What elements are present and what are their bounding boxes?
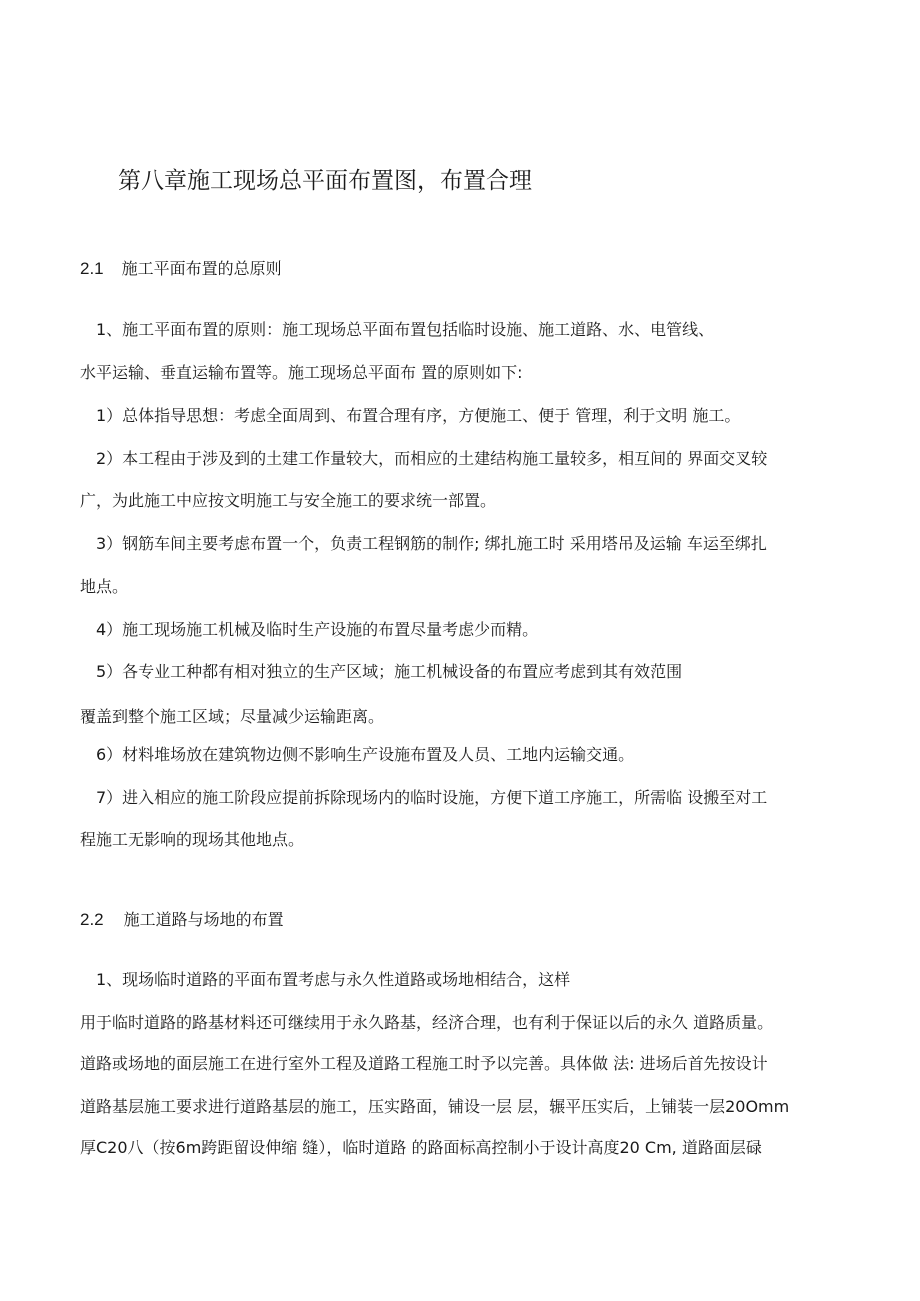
paragraph-line: 道路基层施工要求进行道路基层的施工，压实路面，铺设一层 层，辗平压实后，上铺装一层20Omm (80, 1097, 790, 1116)
paragraph-line: 6）材料堆场放在建筑物边侧不影响生产设施布置及人员、工地内运输交通。 (96, 745, 635, 764)
paragraph-line: 7）进入相应的施工阶段应提前拆除现场内的临时设施，方便下道工序施工，所需临 设搬至对工 (96, 788, 768, 807)
paragraph-line: 1、施工平面布置的原则：施工现场总平面布置包括临时设施、施工道路、水、电管线、 (96, 320, 715, 339)
section-title: 施工平面布置的总原则 (121, 259, 282, 278)
paragraph-line: 水平运输、垂直运输布置等。施工现场总平面布 置的原则如下: (80, 363, 523, 382)
paragraph-line: 程施工无影响的现场其他地点。 (80, 830, 305, 849)
paragraph-line: 地点。 (80, 577, 129, 596)
section-title: 施工道路与场地的布置 (123, 910, 284, 929)
paragraph-line: 4）施工现场施工机械及临时生产设施的布置尽量考虑少而精。 (96, 620, 539, 639)
paragraph-line: 5）各专业工种都有相对独立的生产区域；施工机械设备的布置应考虑到其有效范围 (96, 662, 683, 681)
section-number: 2.1 (80, 259, 104, 278)
paragraph-line: 1）总体指导思想：考虑全面周到、布置合理有序，方便施工、便于 管理，利于文明 施工。 (96, 406, 741, 425)
paragraph-line: 2）本工程由于涉及到的土建工作量较大，而相应的土建结构施工量较多，相互间的 界面交叉较 (96, 449, 768, 468)
paragraph-line: 1、现场临时道路的平面布置考虑与永久性道路或场地相结合，这样 (96, 970, 571, 989)
paragraph-line: 道路或场地的面层施工在进行室外工程及道路工程施工时予以完善。具体做 法: 进场后首先按设计 (80, 1054, 768, 1073)
paragraph-line: 广，为此施工中应按文明施工与安全施工的要求统一部置。 (80, 491, 497, 510)
section-heading-2-2 (80, 910, 284, 930)
paragraph-line: 厚C20八（按6m跨距留设伸缩 缝），临时道路 的路面标高控制小于设计高度20 Cm, 道路面层碌 (80, 1138, 762, 1157)
section-heading-2-1 (80, 259, 282, 279)
section-number: 2.2 (80, 910, 104, 929)
chapter-title: 第八章施工现场总平面布置图，布置合理 (118, 168, 532, 194)
paragraph-line: 3）钢筋车间主要考虑布置一个，负责工程钢筋的制作; 绑扎施工时 采用塔吊及运输 车运至绑扎 (96, 534, 767, 553)
paragraph-line: 覆盖到整个施工区域；尽量减少运输距离。 (80, 707, 385, 726)
paragraph-line: 用于临时道路的路基材料还可继续用于永久路基，经济合理，也有利于保证以后的永久 道路质量。 (80, 1013, 774, 1032)
